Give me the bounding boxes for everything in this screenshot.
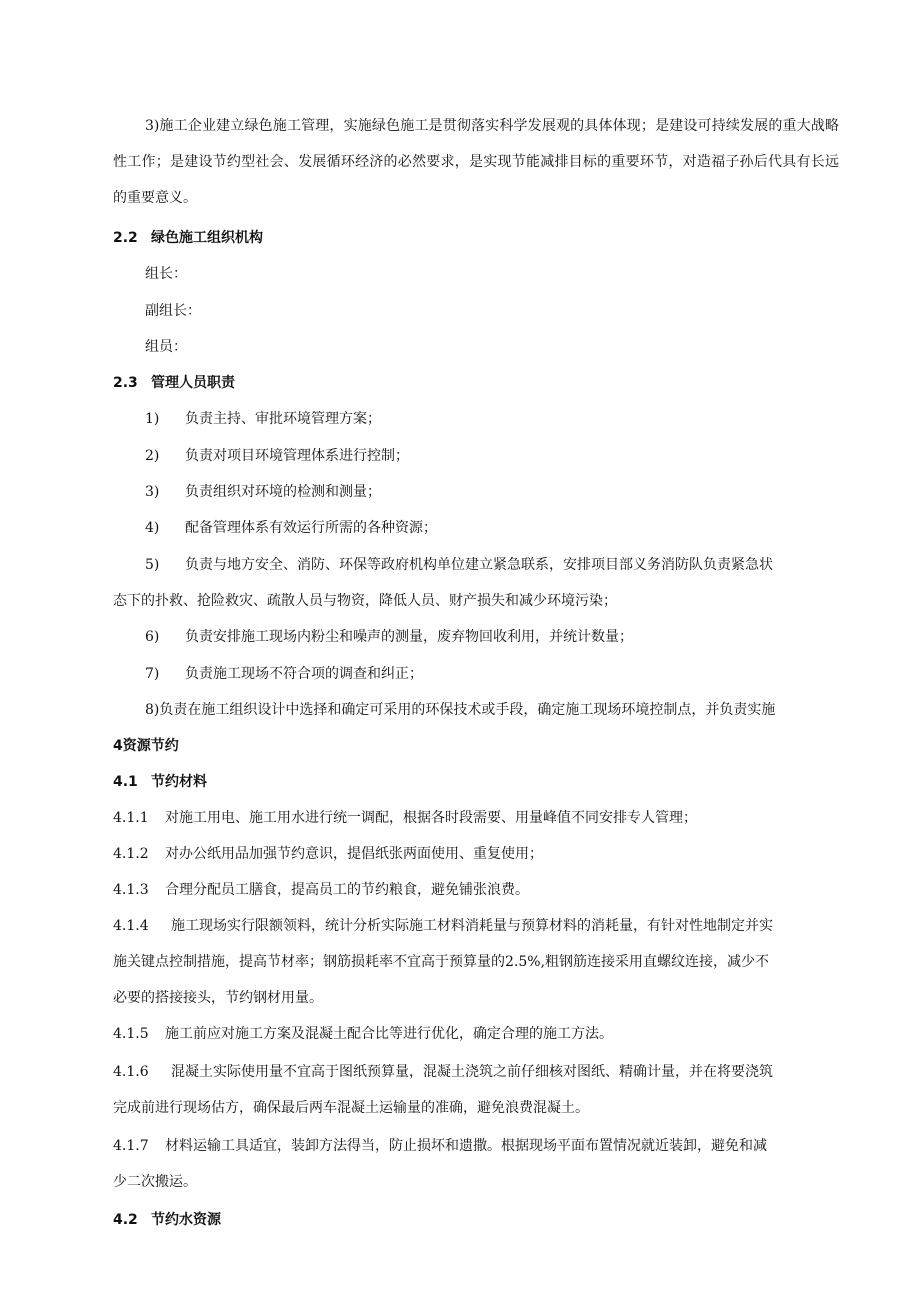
section-heading-4-2 — [113, 1210, 843, 1230]
section-number: 4.1 — [113, 774, 138, 790]
clause-4-1-5 — [113, 1024, 843, 1044]
duty-item — [145, 664, 875, 684]
clause-4-1-2 — [113, 844, 843, 864]
clause-4-1-4 — [113, 916, 843, 936]
duty-item — [145, 518, 875, 538]
section-number: 4.2 — [113, 1212, 138, 1228]
clause-number: 4.1.5 — [113, 1026, 149, 1042]
clause-text: 混凝土实际使用量不宜高于图纸预算量，混凝土浇筑之前仔细核对图纸、精确计量，并在将要浇筑 — [171, 1064, 773, 1080]
section-number: 2.3 — [113, 375, 138, 391]
org-leader: 组长： — [145, 266, 187, 282]
clause-4-1-6 — [113, 1062, 843, 1082]
section-heading-4: 4资源节约 — [113, 738, 179, 754]
clause-number: 4.1.6 — [113, 1064, 149, 1080]
duty-item — [145, 409, 875, 429]
duty-text: 配备管理体系有效运行所需的各种资源； — [185, 520, 437, 536]
duty-number: 2) — [145, 448, 160, 464]
clause-text: 材料运输工具适宜，装卸方法得当，防止损坏和遗撒。根据现场平面布置情况就近装卸，避免和减 — [165, 1138, 767, 1154]
section-heading-2-2 — [113, 228, 843, 248]
clause-text: 对施工用电、施工用水进行统一调配，根据各时段需要、用量峰值不同安排专人管理； — [165, 810, 697, 826]
duty-text: 负责对项目环境管理体系进行控制； — [185, 448, 409, 464]
section-title: 绿色施工组织机构 — [151, 230, 263, 246]
duty-text: 负责组织对环境的检测和测量； — [185, 484, 381, 500]
duty-number: 6) — [145, 629, 160, 645]
org-deputy: 副组长： — [145, 303, 201, 319]
section-title: 节约材料 — [151, 774, 207, 790]
duty-number: 5) — [145, 557, 160, 573]
clause-continuation: 施关键点控制措施，提高节材率；钢筋损耗率不宜高于预算量的2.5%,粗钢筋连接采用直螺纹连接，减少不 — [113, 954, 770, 970]
duty-text: 负责安排施工现场内粉尘和噪声的测量，废弃物回收利用，并统计数量； — [185, 629, 633, 645]
clause-4-1-3 — [113, 880, 843, 900]
section-title: 管理人员职责 — [151, 375, 235, 391]
duty-number: 7) — [145, 666, 160, 682]
duty-number: 1) — [145, 411, 160, 427]
duty-text: 负责主持、审批环境管理方案； — [185, 411, 381, 427]
duty-continuation: 态下的扑救、抢险救灾、疏散人员与物资，降低人员、财产损失和减少环境污染； — [113, 593, 617, 609]
section-heading-4-1 — [113, 772, 843, 792]
clause-text: 合理分配员工膳食，提高员工的节约粮食，避免铺张浪费。 — [165, 882, 529, 898]
clause-number: 4.1.7 — [113, 1138, 149, 1154]
clause-text: 施工现场实行限额领料，统计分析实际施工材料消耗量与预算材料的消耗量，有针对性地制定并实 — [171, 918, 773, 934]
clause-number: 4.1.1 — [113, 810, 149, 826]
clause-text: 对办公纸用品加强节约意识，提倡纸张两面使用、重复使用； — [165, 846, 543, 862]
duty-item — [145, 446, 875, 466]
duty-number: 4) — [145, 520, 160, 536]
duty-text: 负责与地方安全、消防、环保等政府机构单位建立紧急联系，安排项目部义务消防队负责紧急状 — [185, 557, 773, 573]
clause-text: 施工前应对施工方案及混凝土配合比等进行优化，确定合理的施工方法。 — [165, 1026, 613, 1042]
clause-4-1-7 — [113, 1136, 843, 1156]
clause-continuation: 完成前进行现场估方，确保最后两车混凝土运输量的准确，避免浪费混凝土。 — [113, 1100, 589, 1116]
clause-number: 4.1.3 — [113, 882, 149, 898]
duty-item — [145, 555, 875, 575]
clause-number: 4.1.4 — [113, 918, 149, 934]
org-member: 组员： — [145, 339, 187, 355]
clause-4-1-1 — [113, 808, 843, 828]
clause-continuation: 少二次搬运。 — [113, 1174, 197, 1190]
duty-text: 负责施工现场不符合项的调查和纠正； — [185, 666, 423, 682]
duty-item — [145, 627, 875, 647]
intro-paragraph: 3)施工企业建立绿色施工管理，实施绿色施工是贯彻落实科学发展观的具体体现；是建设可持续发展的重大战略性工作；是建设节约型社会、发展循环经济的必然要求，是实现节能减排目标的重要环节，对造福子孙后代具有长远的重要意义。 — [113, 118, 839, 206]
section-heading-2-3 — [113, 373, 843, 393]
duty-number: 3) — [145, 484, 160, 500]
section-number: 2.2 — [113, 230, 138, 246]
clause-continuation: 必要的搭接接头，节约钢材用量。 — [113, 990, 323, 1006]
duty-item — [145, 482, 875, 502]
clause-number: 4.1.2 — [113, 846, 149, 862]
section-title: 节约水资源 — [151, 1212, 221, 1228]
duty-item-8: 8)负责在施工组织设计中选择和确定可采用的环保技术或手段，确定施工现场环境控制点，并负责实施 — [145, 702, 776, 718]
